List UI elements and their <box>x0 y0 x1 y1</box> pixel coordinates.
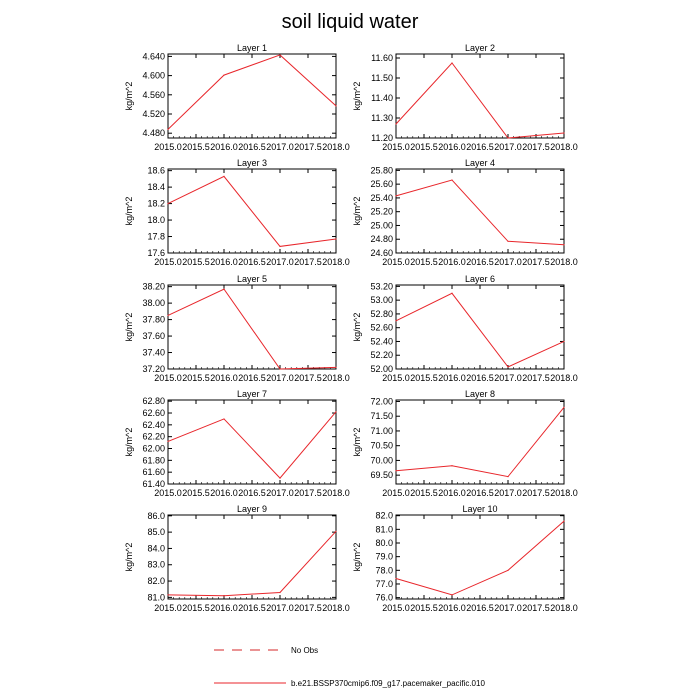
data-point <box>563 244 564 245</box>
y-tick-label: 25.60 <box>370 179 393 190</box>
y-tick-label: 24.60 <box>370 248 393 258</box>
y-tick-label: 61.80 <box>142 455 165 466</box>
x-tick-label: 2016.5 <box>238 373 266 383</box>
data-point <box>507 366 508 367</box>
x-tick-label: 2016.0 <box>210 488 238 498</box>
series-line <box>396 63 564 138</box>
x-tick-label: 2017.0 <box>266 373 294 383</box>
y-axis-label: kg/m^2 <box>124 542 134 572</box>
y-tick-label: 53.00 <box>370 295 393 306</box>
legend <box>214 646 485 688</box>
x-tick-label: 2016.5 <box>238 488 266 498</box>
y-tick-label: 52.60 <box>370 322 393 333</box>
series-line <box>396 521 564 595</box>
x-tick-label: 2016.5 <box>238 142 266 152</box>
data-point <box>167 315 168 316</box>
y-tick-label: 37.60 <box>142 331 165 342</box>
y-axis-label: kg/m^2 <box>352 196 362 226</box>
data-point <box>335 411 336 412</box>
data-point <box>395 195 396 196</box>
data-point <box>279 592 280 593</box>
data-point <box>563 521 564 522</box>
y-tick-label: 4.600 <box>142 70 165 81</box>
x-tick-label: 2016.0 <box>438 142 466 152</box>
x-tick-label: 2018.0 <box>550 603 578 613</box>
x-tick-label: 2016.5 <box>466 142 494 152</box>
data-point <box>223 75 224 76</box>
panel-title: Layer 7 <box>236 389 268 399</box>
series-line <box>396 180 564 245</box>
y-tick-label: 69.50 <box>370 470 393 481</box>
x-tick-label: 2015.5 <box>182 373 210 383</box>
y-tick-label: 70.50 <box>370 440 393 451</box>
x-tick-label: 2016.0 <box>210 142 238 152</box>
panel-title: Layer 5 <box>236 274 268 284</box>
data-point <box>451 179 452 180</box>
y-tick-label: 72.00 <box>370 396 393 407</box>
y-tick-label: 18.4 <box>147 182 165 193</box>
x-tick-label: 2015.0 <box>154 142 182 152</box>
y-axis-label: kg/m^2 <box>124 81 134 111</box>
panel-layer-7 <box>124 389 350 498</box>
y-tick-label: 77.0 <box>375 578 393 589</box>
data-point <box>223 418 224 419</box>
x-tick-label: 2017.5 <box>294 488 322 498</box>
x-tick-label: 2015.5 <box>410 373 438 383</box>
y-tick-label: 52.20 <box>370 350 393 361</box>
x-tick-label: 2017.5 <box>522 488 550 498</box>
plot-frame <box>168 285 336 369</box>
x-tick-label: 2016.5 <box>466 257 494 267</box>
data-point <box>223 595 224 596</box>
panel-title: Layer 2 <box>464 43 496 53</box>
figure-title: soil liquid water <box>281 11 419 33</box>
y-tick-label: 61.40 <box>142 479 165 489</box>
y-tick-label: 76.0 <box>375 592 393 603</box>
y-tick-label: 62.20 <box>142 431 165 442</box>
plot-frame <box>168 515 336 599</box>
data-point <box>335 531 336 532</box>
x-tick-label: 2015.5 <box>410 142 438 152</box>
x-tick-label: 2016.0 <box>438 257 466 267</box>
data-point <box>279 368 280 369</box>
y-tick-label: 85.0 <box>147 527 165 538</box>
x-tick-label: 2018.0 <box>550 142 578 152</box>
y-tick-label: 4.480 <box>142 128 165 139</box>
y-axis-label: kg/m^2 <box>124 312 134 342</box>
y-tick-label: 70.00 <box>370 455 393 466</box>
x-tick-label: 2015.0 <box>382 257 410 267</box>
series-line <box>396 293 564 367</box>
y-tick-label: 80.0 <box>375 538 393 548</box>
x-tick-label: 2016.5 <box>466 373 494 383</box>
y-tick-label: 81.0 <box>147 592 165 603</box>
x-tick-label: 2016.0 <box>210 373 238 383</box>
legend-label-model: b.e21.BSSP370cmip6.f09_g17.pacemaker_pacific.010 <box>291 679 485 688</box>
panel-layer-4 <box>352 158 578 267</box>
x-tick-label: 2018.0 <box>550 488 578 498</box>
x-tick-label: 2016.0 <box>210 603 238 613</box>
panel-layer-1 <box>124 43 350 152</box>
y-tick-label: 38.20 <box>142 281 165 292</box>
data-point <box>279 54 280 55</box>
data-point <box>167 203 168 204</box>
x-tick-label: 2015.5 <box>182 257 210 267</box>
y-tick-label: 61.60 <box>142 467 165 478</box>
y-tick-label: 52.00 <box>370 364 393 374</box>
panel-title: Layer 3 <box>236 158 268 168</box>
x-tick-label: 2015.5 <box>410 257 438 267</box>
data-point <box>563 132 564 133</box>
data-point <box>451 594 452 595</box>
x-tick-label: 2016.5 <box>238 257 266 267</box>
panel-title: Layer 8 <box>464 389 496 399</box>
x-tick-label: 2015.0 <box>154 373 182 383</box>
x-tick-label: 2017.5 <box>522 373 550 383</box>
y-tick-label: 25.20 <box>370 206 393 217</box>
series-line <box>168 176 336 246</box>
data-point <box>395 578 396 579</box>
data-point <box>507 570 508 571</box>
panel-title: Layer 6 <box>464 274 496 284</box>
x-tick-label: 2015.0 <box>154 257 182 267</box>
x-tick-label: 2015.0 <box>154 488 182 498</box>
panel-title: Layer 1 <box>236 43 268 53</box>
y-tick-label: 83.0 <box>147 559 165 570</box>
plot-frame <box>396 285 564 369</box>
x-tick-label: 2015.5 <box>182 142 210 152</box>
series-line <box>168 531 336 595</box>
y-tick-label: 62.60 <box>142 408 165 419</box>
y-tick-label: 25.80 <box>370 165 393 176</box>
y-axis-label: kg/m^2 <box>124 196 134 226</box>
plot-frame <box>168 54 336 138</box>
x-tick-label: 2017.5 <box>522 257 550 267</box>
x-tick-label: 2016.5 <box>466 488 494 498</box>
series-line <box>168 412 336 478</box>
y-tick-label: 38.00 <box>142 298 165 309</box>
y-tick-label: 62.00 <box>142 443 165 454</box>
y-tick-label: 37.80 <box>142 314 165 325</box>
data-point <box>395 320 396 321</box>
y-tick-label: 62.40 <box>142 419 165 430</box>
x-tick-label: 2017.5 <box>294 257 322 267</box>
data-point <box>335 105 336 106</box>
y-tick-label: 79.0 <box>375 551 393 562</box>
x-tick-label: 2018.0 <box>322 257 350 267</box>
y-tick-label: 25.40 <box>370 192 393 203</box>
y-tick-label: 52.40 <box>370 336 393 347</box>
y-tick-label: 24.80 <box>370 234 393 245</box>
data-point <box>507 241 508 242</box>
data-point <box>167 594 168 595</box>
data-point <box>563 341 564 342</box>
y-tick-label: 17.6 <box>147 248 165 258</box>
x-tick-label: 2017.0 <box>266 142 294 152</box>
x-tick-label: 2018.0 <box>322 373 350 383</box>
y-tick-label: 86.0 <box>147 510 165 521</box>
y-tick-label: 11.50 <box>371 73 393 83</box>
y-tick-label: 82.0 <box>147 576 165 587</box>
x-tick-label: 2017.5 <box>294 373 322 383</box>
y-tick-label: 53.20 <box>370 281 393 292</box>
panel-layer-6 <box>352 274 578 383</box>
x-tick-label: 2016.0 <box>438 373 466 383</box>
data-point <box>335 367 336 368</box>
x-tick-label: 2017.0 <box>494 257 522 267</box>
data-point <box>167 129 168 130</box>
data-point <box>395 470 396 471</box>
x-tick-label: 2015.0 <box>382 603 410 613</box>
y-tick-label: 11.20 <box>371 133 393 143</box>
y-tick-label: 4.560 <box>142 89 165 100</box>
y-tick-label: 82.0 <box>375 510 393 521</box>
y-tick-label: 11.40 <box>371 93 393 103</box>
x-tick-label: 2017.0 <box>494 142 522 152</box>
y-tick-label: 37.40 <box>142 347 165 358</box>
y-axis-label: kg/m^2 <box>352 81 362 111</box>
x-tick-label: 2017.0 <box>494 488 522 498</box>
data-point <box>223 176 224 177</box>
x-tick-label: 2017.0 <box>266 257 294 267</box>
x-tick-label: 2015.5 <box>410 603 438 613</box>
series-line <box>396 407 564 476</box>
panel-layer-3 <box>124 158 350 267</box>
y-axis-label: kg/m^2 <box>352 427 362 457</box>
data-point <box>167 441 168 442</box>
y-axis-label: kg/m^2 <box>352 542 362 572</box>
y-tick-label: 62.80 <box>142 396 165 407</box>
x-tick-label: 2016.0 <box>438 603 466 613</box>
x-tick-label: 2018.0 <box>550 373 578 383</box>
y-tick-label: 81.0 <box>375 524 393 535</box>
y-tick-label: 18.0 <box>147 215 165 226</box>
y-tick-label: 4.520 <box>142 109 165 119</box>
panels <box>124 43 578 613</box>
x-tick-label: 2015.0 <box>382 142 410 152</box>
y-axis-label: kg/m^2 <box>352 312 362 342</box>
panel-title: Layer 9 <box>236 504 268 514</box>
x-tick-label: 2015.5 <box>410 488 438 498</box>
series-line <box>168 289 336 369</box>
y-tick-label: 18.6 <box>147 165 165 176</box>
panel-layer-8 <box>352 389 578 498</box>
panel-layer-10 <box>352 504 578 613</box>
y-tick-label: 11.30 <box>371 113 393 123</box>
x-tick-label: 2017.0 <box>266 488 294 498</box>
y-tick-label: 37.20 <box>142 364 165 374</box>
x-tick-label: 2017.5 <box>522 142 550 152</box>
x-tick-label: 2016.5 <box>466 603 494 613</box>
y-tick-label: 25.00 <box>370 220 393 231</box>
x-tick-label: 2017.5 <box>522 603 550 613</box>
x-tick-label: 2016.5 <box>238 603 266 613</box>
x-tick-label: 2016.0 <box>210 257 238 267</box>
x-tick-label: 2018.0 <box>322 603 350 613</box>
panel-layer-5 <box>124 274 350 383</box>
x-tick-label: 2017.5 <box>294 142 322 152</box>
y-tick-label: 17.8 <box>147 231 165 242</box>
x-tick-label: 2016.0 <box>438 488 466 498</box>
data-point <box>451 62 452 63</box>
x-tick-label: 2015.0 <box>154 603 182 613</box>
y-tick-label: 71.00 <box>370 425 393 436</box>
data-point <box>451 293 452 294</box>
data-point <box>507 476 508 477</box>
y-tick-label: 18.2 <box>147 198 165 209</box>
y-tick-label: 4.640 <box>142 51 165 62</box>
data-point <box>279 477 280 478</box>
data-point <box>335 238 336 239</box>
x-tick-label: 2017.0 <box>494 603 522 613</box>
data-point <box>563 407 564 408</box>
legend-label-no-obs: No Obs <box>291 646 319 655</box>
data-point <box>279 246 280 247</box>
x-tick-label: 2017.5 <box>294 603 322 613</box>
panel-title: Layer 10 <box>462 504 498 514</box>
data-point <box>223 289 224 290</box>
x-tick-label: 2017.0 <box>266 603 294 613</box>
data-point <box>451 465 452 466</box>
x-tick-label: 2018.0 <box>550 257 578 267</box>
x-tick-label: 2015.5 <box>182 603 210 613</box>
y-tick-label: 11.60 <box>371 53 393 63</box>
x-tick-label: 2018.0 <box>322 488 350 498</box>
data-point <box>395 123 396 124</box>
y-tick-label: 78.0 <box>375 565 393 576</box>
series-line <box>168 55 336 129</box>
data-point <box>507 137 508 138</box>
y-tick-label: 84.0 <box>147 543 165 554</box>
y-tick-label: 52.80 <box>370 308 393 319</box>
panel-layer-9 <box>124 504 350 613</box>
x-tick-label: 2017.0 <box>494 373 522 383</box>
y-tick-label: 71.50 <box>370 411 393 422</box>
panel-title: Layer 4 <box>464 158 496 168</box>
x-tick-label: 2015.0 <box>382 373 410 383</box>
x-tick-label: 2015.5 <box>182 488 210 498</box>
panel-layer-2 <box>352 43 578 152</box>
x-tick-label: 2015.0 <box>382 488 410 498</box>
x-tick-label: 2018.0 <box>322 142 350 152</box>
y-axis-label: kg/m^2 <box>124 427 134 457</box>
